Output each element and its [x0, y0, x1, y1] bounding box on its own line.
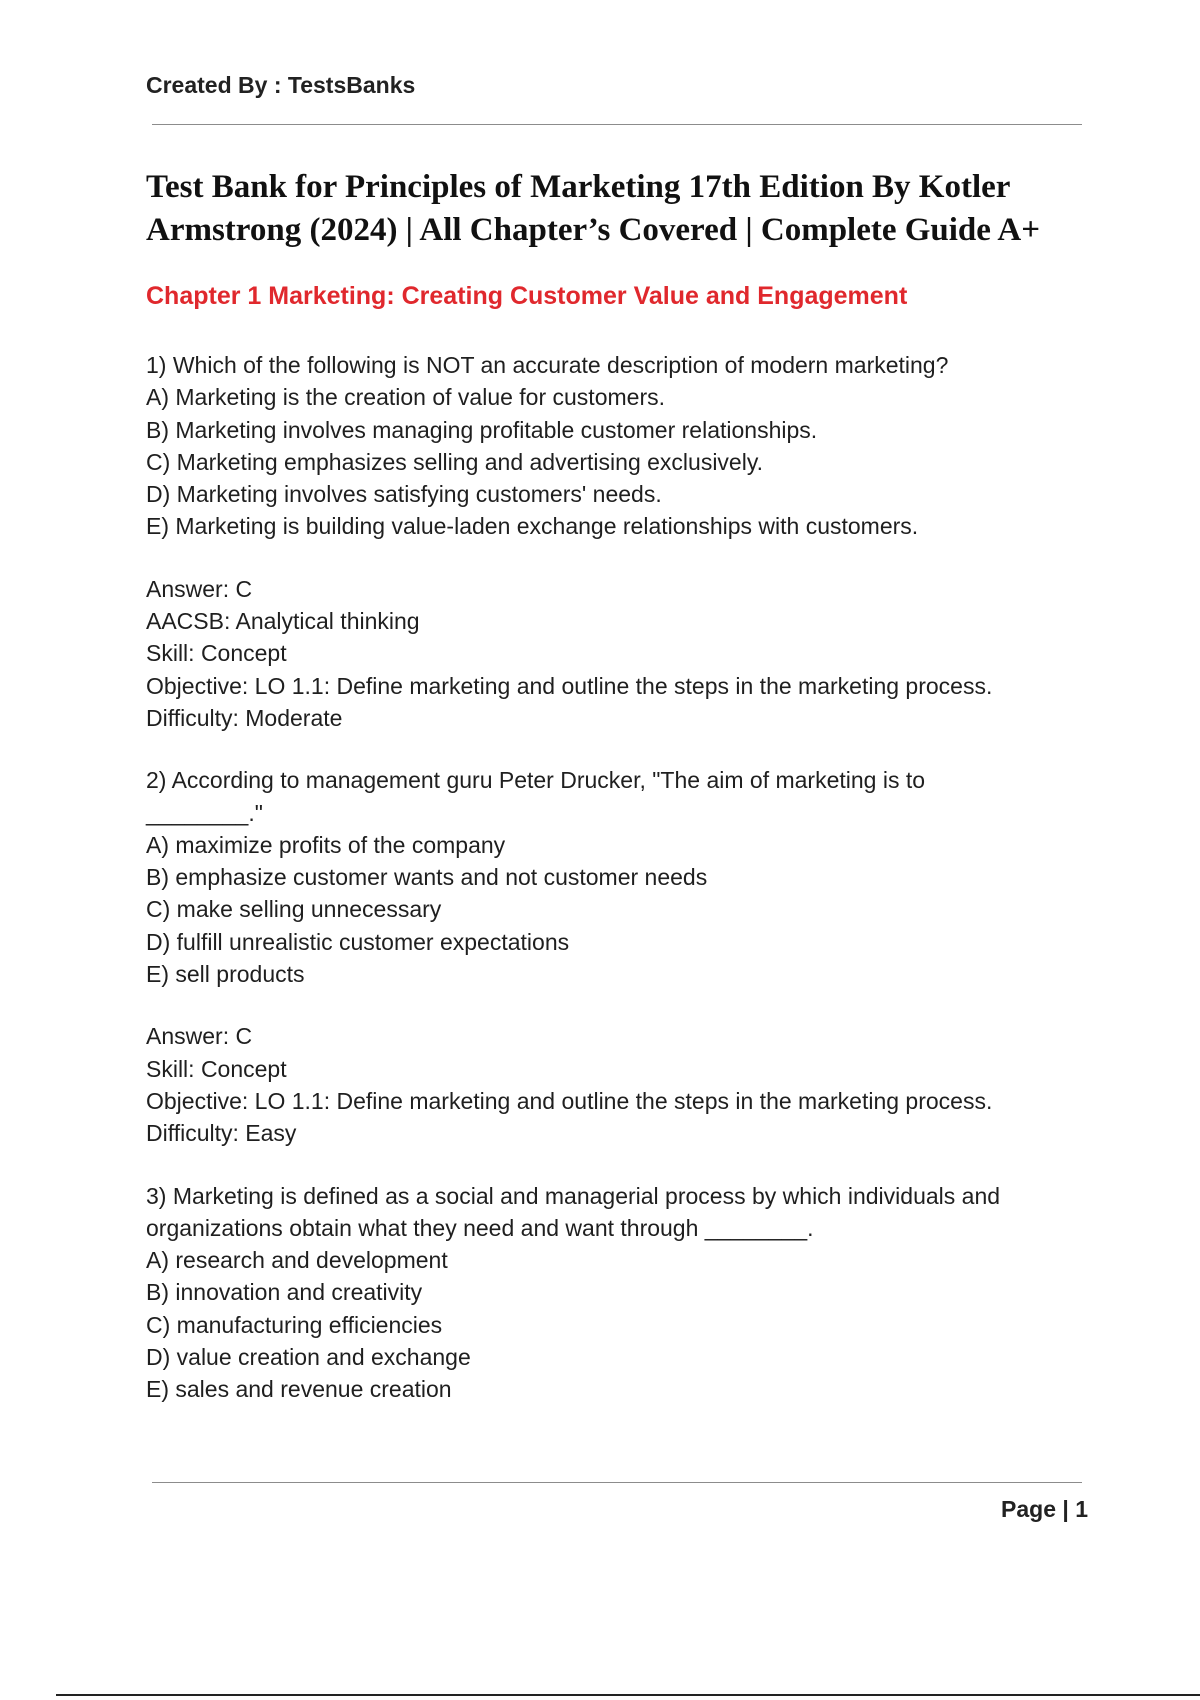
question-text-line-2: organizations obtain what they need and want through ________. [146, 1214, 814, 1241]
skill: Skill: Concept [146, 1055, 287, 1082]
option-e: E) sales and revenue creation [146, 1376, 452, 1403]
answer: Answer: C [146, 1023, 253, 1050]
page-bottom-edge [56, 1694, 1200, 1696]
option-b: B) Marketing involves managing profitable customer relationships. [146, 416, 818, 443]
question-3 [146, 1180, 1086, 1406]
page-number: Page | 1 [1001, 1496, 1088, 1522]
aacsb: AACSB: Analytical thinking [146, 608, 420, 635]
skill: Skill: Concept [146, 640, 287, 667]
option-b: B) innovation and creativity [146, 1279, 423, 1306]
option-d: D) value creation and exchange [146, 1344, 471, 1371]
document-title [146, 166, 1106, 252]
spacer [146, 734, 1086, 764]
question-text-line-2: ________." [146, 799, 263, 826]
question-2 [146, 764, 1086, 990]
difficulty: Difficulty: Easy [146, 1120, 297, 1147]
option-a: A) Marketing is the creation of value for customers. [146, 384, 665, 411]
spacer [146, 1150, 1086, 1180]
question-text: 1) Which of the following is NOT an accurate description of modern marketing? [146, 352, 949, 378]
difficulty: Difficulty: Moderate [146, 704, 343, 731]
spacer [146, 990, 1086, 1020]
title-line-2: Armstrong (2024) | All Chapter’s Covered | Complete Guide A+ [146, 212, 1040, 248]
option-e: E) Marketing is building value-laden exchange relationships with customers. [146, 513, 919, 540]
question-text-line-1: 3) Marketing is defined as a social and managerial process by which individuals and [146, 1182, 1001, 1209]
option-b: B) emphasize customer wants and not customer needs [146, 864, 708, 891]
header-divider [152, 124, 1082, 125]
option-d: D) Marketing involves satisfying customers' needs. [146, 481, 662, 508]
question-2-answer-block [146, 1020, 1086, 1149]
option-c: C) make selling unnecessary [146, 896, 442, 923]
option-d: D) fulfill unrealistic customer expectations [146, 928, 570, 955]
spacer [146, 543, 1086, 573]
option-a: A) research and development [146, 1247, 448, 1274]
objective: Objective: LO 1.1: Define marketing and outline the steps in the marketing process. [146, 672, 993, 699]
answer: Answer: C [146, 575, 253, 602]
option-c: C) manufacturing efficiencies [146, 1311, 443, 1338]
question-1 [146, 349, 1086, 543]
header-created-by: Created By : TestsBanks [146, 72, 416, 98]
footer-divider [152, 1482, 1082, 1483]
chapter-heading: Chapter 1 Marketing: Creating Customer Value and Engagement [146, 282, 908, 310]
question-list [146, 349, 1086, 1406]
question-1-answer-block [146, 573, 1086, 734]
title-line-1: Test Bank for Principles of Marketing 17th Edition By Kotler [146, 169, 1011, 205]
objective: Objective: LO 1.1: Define marketing and outline the steps in the marketing process. [146, 1087, 993, 1114]
question-text-line-1: 2) According to management guru Peter Drucker, "The aim of marketing is to [146, 767, 926, 794]
option-e: E) sell products [146, 961, 305, 988]
option-a: A) maximize profits of the company [146, 831, 506, 858]
option-c: C) Marketing emphasizes selling and advertising exclusively. [146, 448, 764, 475]
